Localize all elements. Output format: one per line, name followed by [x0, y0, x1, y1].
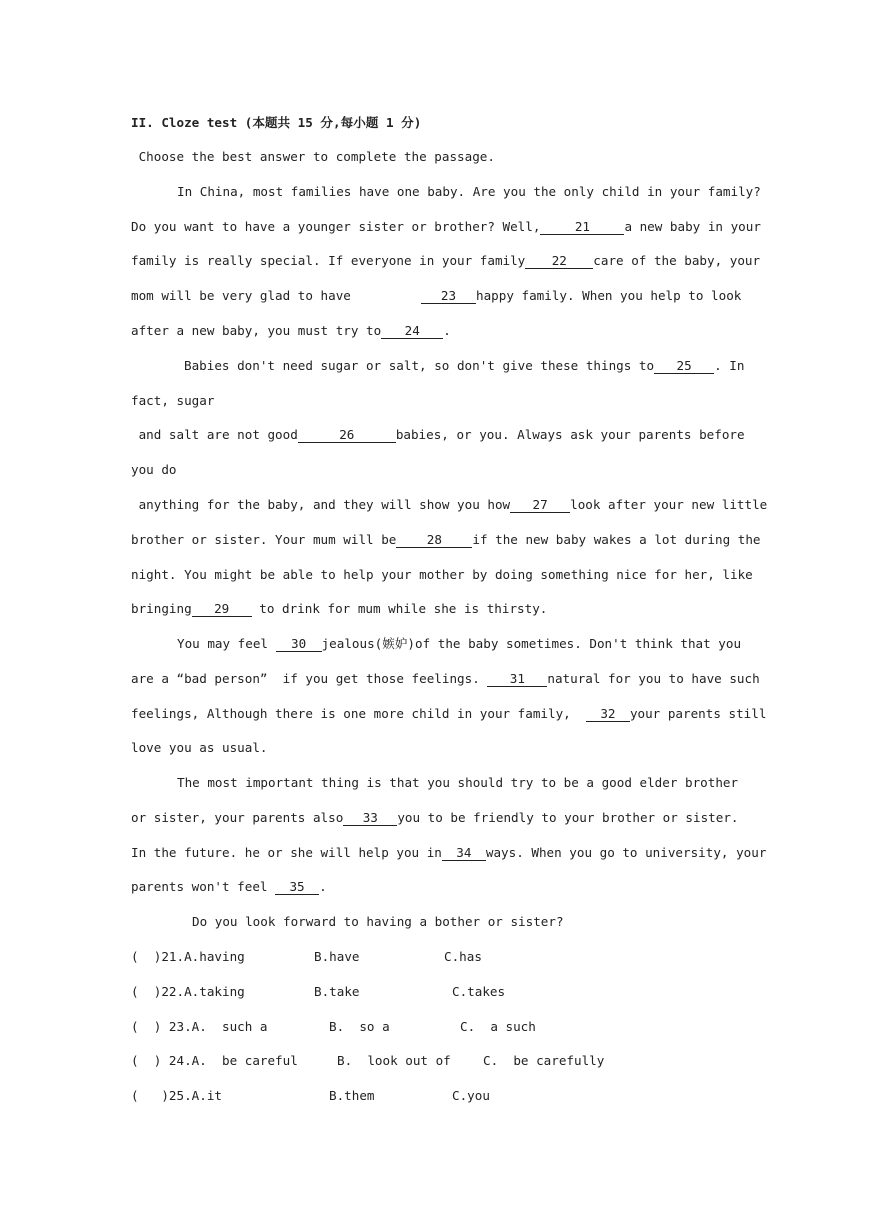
- passage-line: [131, 426, 745, 444]
- passage-text: a new baby in your: [624, 219, 761, 234]
- passage-line: [131, 252, 760, 270]
- passage-text: . In: [714, 358, 745, 373]
- question-23-option-c: C. a such: [460, 1019, 536, 1034]
- blank-35: 35: [275, 880, 319, 895]
- closing-question: Do you look forward to having a bother or sister?: [192, 914, 564, 929]
- blank-33: 33: [343, 811, 397, 826]
- passage-line: [131, 322, 451, 340]
- passage-line: [131, 844, 766, 862]
- question-22-option-c: C.takes: [452, 984, 506, 999]
- passage-text: are a “bad person” if you get those feelings.: [131, 671, 488, 686]
- passage-text: look after your new little: [570, 497, 768, 512]
- question-25-number: ( )25.A.it: [131, 1088, 222, 1103]
- passage-text: Do you want to have a younger sister or brother? Well,: [131, 219, 541, 234]
- passage-text: jealous(嫉妒)of the baby sometimes. Don't think that you: [321, 636, 742, 651]
- passage-text: you to be friendly to your brother or sister.: [397, 810, 739, 825]
- passage-line: [131, 809, 739, 827]
- passage-text: .: [319, 879, 327, 894]
- blank-34: 34: [442, 846, 486, 861]
- passage-line: love you as usual.: [131, 740, 268, 755]
- passage-text: anything for the baby, and they will show you how: [131, 497, 511, 512]
- blank-29: 29: [192, 602, 252, 617]
- question-23-option-b: B. so a: [329, 1019, 390, 1034]
- passage-text: brother or sister. Your mum will be: [131, 532, 397, 547]
- blank-21: 21: [540, 220, 624, 235]
- instruction: Choose the best answer to complete the passage.: [131, 149, 495, 164]
- blank-22: 22: [525, 254, 593, 269]
- question-23-number: ( ) 23.A. such a: [131, 1019, 268, 1034]
- passage-text: You may feel: [177, 636, 276, 651]
- blank-23: 23: [421, 289, 476, 304]
- question-24-option-b: B. look out of: [337, 1053, 451, 1068]
- section-title: II. Cloze test (本题共 15 分,每小题 1 分): [131, 115, 422, 130]
- passage-text: care of the baby, your: [593, 253, 761, 268]
- passage-line: [131, 600, 547, 618]
- blank-26: 26: [298, 428, 396, 443]
- passage-line: In China, most families have one baby. Are you the only child in your family?: [177, 184, 761, 199]
- passage-text: happy family. When you help to look: [476, 288, 742, 303]
- blank-30: 30: [276, 637, 322, 652]
- passage-line: The most important thing is that you should try to be a good elder brother: [177, 775, 739, 790]
- question-24-number: ( ) 24.A. be careful: [131, 1053, 298, 1068]
- passage-text: to drink for mum while she is thirsty.: [251, 601, 548, 616]
- blank-24: 24: [381, 324, 443, 339]
- question-24-option-c: C. be carefully: [483, 1053, 605, 1068]
- passage-text: or sister, your parents also: [131, 810, 344, 825]
- question-22-option-b: B.take: [314, 984, 360, 999]
- question-21-option-b: B.have: [314, 949, 360, 964]
- passage-text: babies, or you. Always ask your parents before: [395, 427, 745, 442]
- passage-text: after a new baby, you must try to: [131, 323, 382, 338]
- question-21-number: ( )21.A.having: [131, 949, 245, 964]
- passage-text: .: [443, 323, 451, 338]
- passage-line: [131, 496, 767, 514]
- passage-text: bringing: [131, 601, 192, 616]
- question-25-option-c: C.you: [452, 1088, 490, 1103]
- blank-25: 25: [654, 359, 714, 374]
- passage-text: Babies don't need sugar or salt, so don't give these things to: [184, 358, 655, 373]
- blank-27: 27: [510, 498, 570, 513]
- passage-line: [177, 635, 741, 653]
- passage-line: [131, 705, 766, 723]
- passage-line: [421, 287, 741, 305]
- blank-31: 31: [487, 672, 547, 687]
- passage-line: fact, sugar: [131, 393, 215, 408]
- passage-text: feelings, Although there is one more child in your family,: [131, 706, 586, 721]
- passage-text: family is really special. If everyone in your family: [131, 253, 526, 268]
- passage-line: mom will be very glad to have: [131, 288, 351, 303]
- passage-line: [131, 218, 761, 236]
- question-22-number: ( )22.A.taking: [131, 984, 245, 999]
- passage-line: [131, 670, 760, 688]
- passage-line: [184, 357, 744, 375]
- question-21-option-c: C.has: [444, 949, 482, 964]
- passage-line: [131, 531, 761, 549]
- passage-text: if the new baby wakes a lot during the: [472, 532, 761, 547]
- blank-28: 28: [396, 533, 472, 548]
- passage-line: [131, 878, 327, 896]
- passage-text: and salt are not good: [131, 427, 298, 442]
- blank-32: 32: [586, 707, 630, 722]
- passage-text: parents won't feel: [131, 879, 276, 894]
- passage-text: natural for you to have such: [547, 671, 760, 686]
- passage-line: you do: [131, 462, 177, 477]
- passage-line: night. You might be able to help your mother by doing something nice for her, like: [131, 567, 753, 582]
- question-25-option-b: B.them: [329, 1088, 375, 1103]
- passage-text: In the future. he or she will help you in: [131, 845, 442, 860]
- passage-text: ways. When you go to university, your: [485, 845, 767, 860]
- passage-text: your parents still: [629, 706, 767, 721]
